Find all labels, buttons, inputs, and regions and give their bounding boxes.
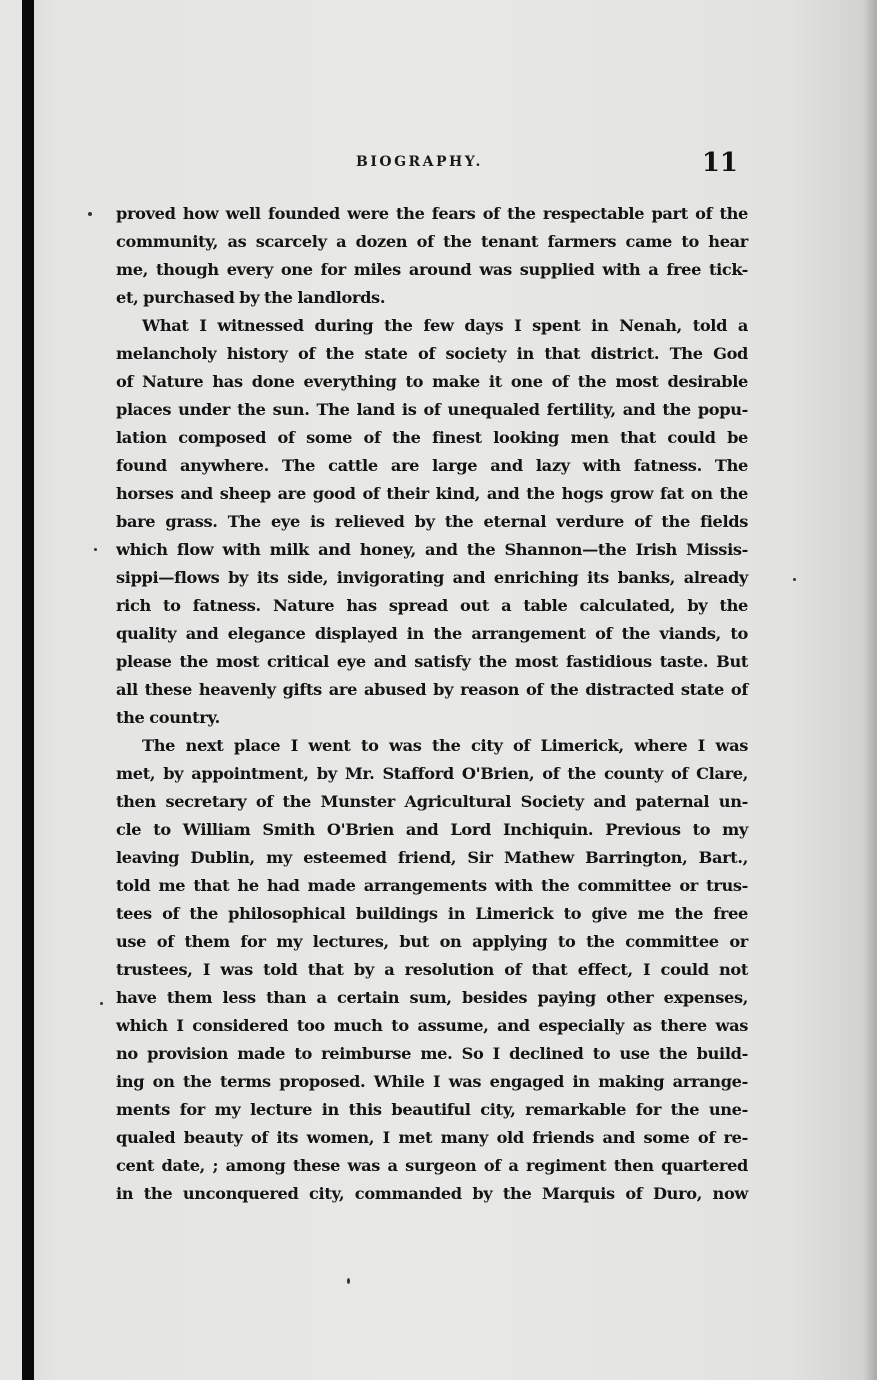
text-line: leaving Dublin, my esteemed friend, Sir Mathew Barrington, Bart.,	[116, 848, 748, 867]
text-line: all these heavenly gifts are abused by reason of the distracted state of	[116, 680, 748, 699]
text-line: in the unconquered city, commanded by the Marquis of Duro, now	[116, 1184, 748, 1203]
ink-speck	[793, 578, 796, 581]
ink-speck	[88, 212, 92, 216]
text-line: have them less than a certain sum, besides paying other expenses,	[116, 988, 748, 1007]
page-number: 11	[701, 148, 738, 178]
text-line: et, purchased by the landlords.	[116, 288, 386, 307]
text-line: bare grass. The eye is relieved by the eternal verdure of the fields	[116, 512, 748, 531]
text-line: the country.	[116, 708, 220, 727]
text-line: met, by appointment, by Mr. Stafford O'Brien, of the county of Clare,	[116, 764, 748, 783]
text-line: tees of the philosophical buildings in Limerick to give me the free	[116, 904, 748, 923]
text-line: please the most critical eye and satisfy the most fastidious taste. But	[116, 652, 748, 671]
page-edge-shadow	[863, 0, 877, 1380]
text-line: cle to William Smith O'Brien and Lord Inchiquin. Previous to my	[116, 820, 748, 839]
text-line: cent date, ; among these was a surgeon of a regiment then quartered	[116, 1156, 748, 1175]
text-line: lation composed of some of the finest looking men that could be	[116, 428, 748, 447]
text-line: What I witnessed during the few days I spent in Nenah, told a	[142, 316, 748, 335]
text-line: trustees, I was told that by a resolution of that effect, I could not	[116, 960, 748, 979]
binding-spine	[22, 0, 34, 1380]
text-line: of Nature has done everything to make it one of the most desirable	[116, 372, 748, 391]
text-line: ing on the terms proposed. While I was engaged in making arrange-	[116, 1072, 748, 1091]
text-line: then secretary of the Munster Agricultural Society and paternal un-	[116, 792, 748, 811]
text-line: me, though every one for miles around was supplied with a free tick-	[116, 260, 748, 279]
text-line: told me that he had made arrangements with the committee or trus-	[116, 876, 748, 895]
ink-speck	[347, 1278, 350, 1284]
text-line: quality and elegance displayed in the arrangement of the viands, to	[116, 624, 748, 643]
text-line: no provision made to reimburse me. So I declined to use the build-	[116, 1044, 748, 1063]
text-line: melancholy history of the state of society in that district. The God	[116, 344, 748, 363]
ink-speck	[94, 548, 97, 551]
left-margin	[0, 0, 22, 1380]
text-line: which flow with milk and honey, and the Shannon—the Irish Missis-	[116, 540, 748, 559]
text-line: proved how well founded were the fears of the respectable part of the	[116, 204, 748, 223]
text-line: rich to fatness. Nature has spread out a table calculated, by the	[116, 596, 748, 615]
text-line: ments for my lecture in this beautiful city, remarkable for the une-	[116, 1100, 748, 1119]
ink-speck	[100, 1002, 103, 1005]
text-line: horses and sheep are good of their kind, and the hogs grow fat on the	[116, 484, 748, 503]
running-head: BIOGRAPHY.	[356, 154, 483, 170]
text-line: use of them for my lectures, but on applying to the committee or	[116, 932, 748, 951]
page-header	[116, 150, 748, 184]
text-line: which I considered too much to assume, and especially as there was	[116, 1016, 748, 1035]
text-line: places under the sun. The land is of unequaled fertility, and the popu-	[116, 400, 748, 419]
text-line: community, as scarcely a dozen of the tenant farmers came to hear	[116, 232, 748, 251]
text-line: sippi—flows by its side, invigorating and enriching its banks, already	[116, 568, 748, 587]
body-text	[116, 200, 748, 1208]
text-line: qualed beauty of its women, I met many old friends and some of re-	[116, 1128, 748, 1147]
text-line: found anywhere. The cattle are large and lazy with fatness. The	[116, 456, 748, 475]
text-line: The next place I went to was the city of Limerick, where I was	[142, 736, 748, 755]
